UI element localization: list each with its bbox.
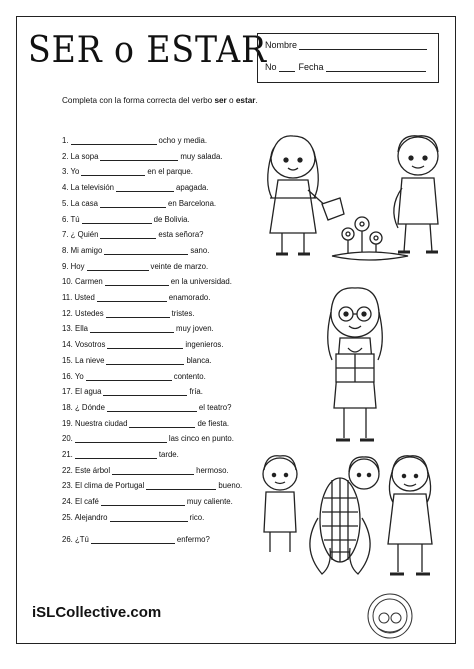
footer-watermark: iSLCollective.com	[32, 604, 162, 621]
exercise-ending: hermoso.	[196, 465, 229, 475]
instruction-text	[62, 96, 258, 105]
student-info-box	[257, 33, 439, 83]
answer-blank[interactable]	[112, 466, 194, 475]
answer-blank[interactable]	[103, 387, 187, 396]
exercise-item	[62, 419, 229, 428]
answer-blank[interactable]	[116, 183, 174, 192]
exercise-ending: tristes.	[171, 308, 195, 318]
fecha-label: Fecha	[298, 62, 324, 72]
exercise-ending: enfermo?	[176, 534, 210, 544]
number-date-row	[265, 62, 426, 72]
exercise-item	[62, 324, 214, 333]
exercise-prompt: 8. Mi amigo	[62, 245, 103, 255]
exercise-prompt: 12. Ustedes	[62, 308, 104, 318]
exercise-prompt: 21.	[62, 450, 73, 459]
exercise-item	[62, 277, 232, 286]
exercise-item	[62, 246, 209, 255]
exercise-item	[62, 372, 206, 381]
exercise-ending: muy salada.	[180, 151, 223, 161]
exercise-prompt: 6. Tú	[62, 214, 80, 224]
answer-blank[interactable]	[146, 481, 216, 490]
exercise-prompt: 23. El clima de Portugal	[62, 481, 145, 491]
answer-blank[interactable]	[101, 497, 185, 506]
girl-with-gift-illustration	[310, 280, 400, 455]
exercise-ending: esta señora?	[158, 230, 204, 240]
exercise-item	[62, 199, 216, 208]
exercise-prompt: 11. Usted	[62, 293, 95, 302]
exercise-item	[62, 497, 233, 506]
answer-blank[interactable]	[106, 356, 184, 365]
answer-blank[interactable]	[97, 293, 167, 302]
exercise-item	[62, 387, 203, 396]
answer-blank[interactable]	[75, 450, 157, 459]
exercise-item	[62, 434, 234, 443]
answer-blank[interactable]	[105, 277, 169, 286]
exercise-prompt: 16. Yo	[62, 371, 84, 381]
exercise-item	[62, 450, 179, 459]
exercise-prompt: 5. La casa	[62, 198, 98, 208]
no-label: No	[265, 62, 277, 72]
exercise-item	[62, 466, 229, 475]
exercise-item	[62, 215, 190, 224]
exercise-prompt: 2. La sopa	[62, 151, 99, 161]
exercise-ending: muy joven.	[176, 324, 214, 334]
exercise-prompt: 26. ¿Tú	[62, 534, 89, 544]
exercise-prompt: 17. El agua	[62, 387, 102, 397]
exercise-prompt: 19. Nuestra ciudad	[62, 418, 128, 428]
exercise-prompt: 13. Ella	[62, 324, 89, 334]
exercise-ending: muy caliente.	[186, 497, 233, 507]
instruction-ser: ser	[214, 96, 227, 105]
exercise-ending: las cinco en punto.	[168, 434, 234, 444]
exercise-ending: rico.	[189, 512, 205, 522]
answer-blank[interactable]	[91, 535, 175, 544]
exercise-item	[62, 309, 195, 318]
answer-blank[interactable]	[82, 215, 152, 224]
exercise-item	[62, 136, 207, 145]
exercise-prompt: 9. Hoy	[62, 261, 85, 271]
exercise-ending: en la universidad.	[170, 277, 232, 287]
exercise-ending: blanca.	[186, 355, 212, 365]
number-field[interactable]	[279, 62, 295, 72]
exercise-prompt: 14. Vosotros	[62, 340, 106, 350]
exercise-ending: apagada.	[176, 183, 209, 193]
instruction-middle: o	[226, 96, 236, 105]
kids-with-corn-illustration	[252, 448, 442, 588]
answer-blank[interactable]	[71, 136, 157, 145]
exercise-ending: en Barcelona.	[167, 198, 217, 208]
date-field[interactable]	[326, 62, 426, 72]
exercise-prompt: 7. ¿ Quién	[62, 230, 99, 240]
exercise-prompt: 18. ¿ Dónde	[62, 402, 105, 412]
exercise-prompt: 1.	[62, 136, 69, 145]
name-row	[265, 40, 427, 50]
answer-blank[interactable]	[75, 434, 167, 443]
exercise-item	[62, 513, 204, 522]
exercise-ending: en el parque.	[147, 167, 193, 177]
exercise-item	[62, 535, 210, 544]
exercise-item	[62, 293, 210, 302]
exercise-item	[62, 262, 208, 271]
worksheet-title: SER o ESTAR	[28, 30, 267, 71]
exercise-prompt: 20.	[62, 434, 73, 444]
exercise-prompt: 3. Yo	[62, 167, 80, 177]
answer-blank[interactable]	[100, 230, 156, 239]
exercise-prompt: 22. Este árbol	[62, 465, 111, 475]
exercise-ending: ocho y media.	[158, 136, 208, 145]
exercise-ending: contento.	[173, 371, 206, 381]
answer-blank[interactable]	[104, 246, 188, 255]
exercise-ending: tarde.	[158, 450, 179, 459]
exercise-item	[62, 152, 222, 161]
exercise-ending: de fiesta.	[197, 418, 230, 428]
answer-blank[interactable]	[107, 403, 197, 412]
exercise-ending: veinte de marzo.	[150, 261, 209, 271]
nombre-label: Nombre	[265, 40, 298, 50]
exercise-item	[62, 183, 209, 192]
exercise-ending: enamorado.	[168, 293, 211, 302]
exercise-item	[62, 481, 242, 490]
exercise-prompt: 15. La nieve	[62, 355, 105, 365]
answer-blank[interactable]	[87, 262, 149, 271]
exercise-item	[62, 356, 212, 365]
answer-blank[interactable]	[100, 199, 166, 208]
instruction-before: Completa con la forma correcta del verbo	[62, 96, 215, 105]
exercise-item	[62, 230, 204, 239]
name-field[interactable]	[299, 40, 427, 50]
answer-blank[interactable]	[81, 167, 145, 176]
answer-blank[interactable]	[110, 513, 188, 522]
instruction-after: .	[255, 96, 258, 105]
exercise-prompt: 24. El café	[62, 497, 99, 507]
answer-blank[interactable]	[90, 324, 174, 333]
exercise-item	[62, 403, 231, 412]
exercise-prompt: 10. Carmen	[62, 277, 103, 287]
exercise-ending: bueno.	[218, 481, 243, 491]
exercise-ending: fría.	[189, 387, 203, 397]
exercise-ending: el teatro?	[198, 402, 232, 412]
answer-blank[interactable]	[86, 372, 172, 381]
exercise-prompt: 4. La televisión	[62, 183, 115, 193]
exercise-ending: de Bolivia.	[153, 214, 190, 224]
exercise-prompt: 25. Alejandro	[62, 512, 108, 522]
instruction-estar: estar	[235, 96, 256, 105]
exercise-ending: ingenieros.	[185, 340, 224, 350]
gardening-kids-illustration	[248, 128, 448, 268]
answer-blank[interactable]	[129, 419, 195, 428]
answer-blank[interactable]	[106, 309, 170, 318]
answer-blank[interactable]	[100, 152, 178, 161]
exercise-item	[62, 340, 224, 349]
exercise-ending: sano.	[190, 245, 210, 255]
answer-blank[interactable]	[107, 340, 183, 349]
exercise-item	[62, 167, 193, 176]
publisher-logo-icon	[366, 592, 414, 640]
